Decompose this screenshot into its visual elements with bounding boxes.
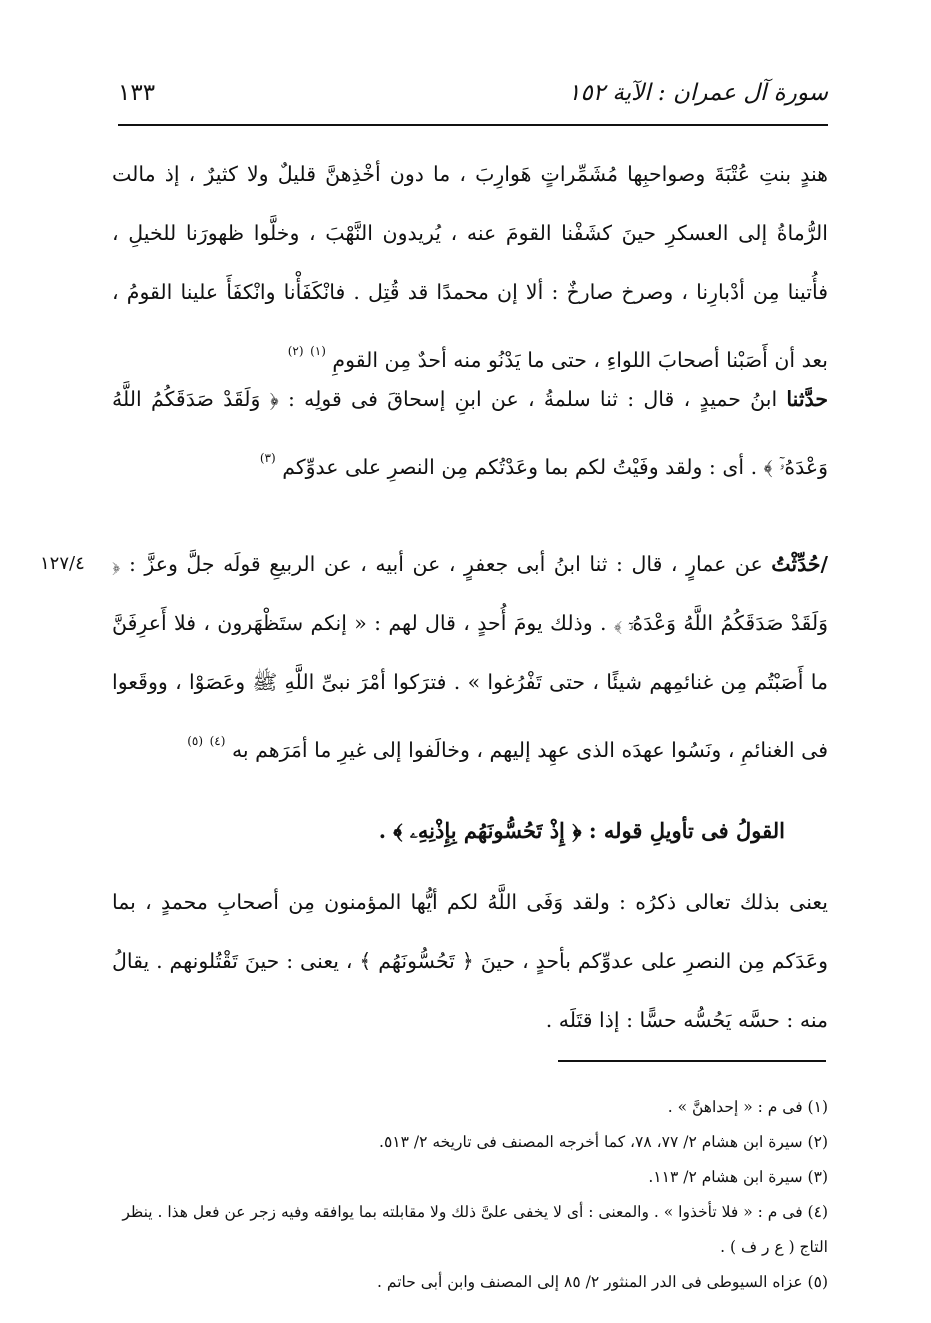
footnote-3: (٣) سيرة ابن هشام ٢/ ١١٣. — [648, 1168, 828, 1186]
footnote-5: (٥) عزاه السيوطى فى الدر المنثور ٢/ ٨٥ إلى المصنف وابن أبى حاتم . — [377, 1273, 828, 1291]
footnote-ref-5: (٥) — [187, 734, 204, 748]
paragraph-2-lead: حدَّثنا — [786, 387, 828, 411]
footnote-ref-2: (٢) — [287, 344, 304, 358]
paragraph-2 — [112, 370, 828, 497]
section-heading: القولُ فى تأويلِ قوله : ﴿ إِذْ تَحُسُّونَهُم بِإِذْنِهِۦ ﴾ . — [378, 818, 785, 843]
paragraph-3 — [112, 535, 828, 780]
footnote-ref-1: (١) — [310, 344, 326, 358]
paragraph-1 — [112, 145, 828, 390]
paragraph-2-text: ابنُ حميدٍ ، قال : ثنا سلمةُ ، عن ابنِ إسحاقَ فى قولِه : ﴿ وَلَقَدْ صَدَقَكُمُ اللَّهُ وَعْدَهُۥٓ ﴾ . أى : ولقد وفَيْتُ لكم بما وعَدْتُكم مِن النصرِ على عدوِّكم — [112, 387, 828, 479]
page-number: ١٣٣ — [118, 80, 156, 106]
footnote-ref-4: (٤) — [209, 734, 226, 748]
paragraph-4 — [112, 873, 828, 1050]
page-header — [118, 80, 828, 120]
paragraph-3-lead: /حُدِّثْتُ — [771, 552, 828, 576]
footnote-2: (٢) سيرة ابن هشام ٢/ ٧٧، ٧٨، كما أخرجه المصنف فى تاريخه ٢/ ٥١٣. — [379, 1133, 828, 1151]
paragraph-3-text: عن عمارٍ ، قال : ثنا ابنُ أبى جعفرٍ ، عن أبيه ، عن الربيعِ قولَه جلَّ وعزَّ : ﴿ وَلَقَدْ صَدَقَكُمُ اللَّهُ وَعْدَهُۥٓ ﴾ . وذلك يومَ أُحدٍ ، قال لهم : « إنكم ستَظْهَرون ، فلا أَعرِفَنَّ ما أَصَبْتُم مِن غنائمِهم شيئًا ، حتى تَفْرُغوا » . فترَكوا أمْرَ نبىِّ اللَّهِ ﷺ وعَصَوْا ، ووقَعوا فى الغنائمِ ، ونَسُوا عهدَه الذى عهِد إليهم ، وخالَفوا إلى غيرِ ما أمَرَهم به — [112, 552, 828, 762]
paragraph-1-text: هندٍ بنتِ عُتْبَةَ وصواحبِها مُشَمِّراتٍ هَوارِبَ ، ما دون أخْذِهنَّ قليلٌ ولا كثيرٌ ، إذ مالت الرُّماةُ إلى العسكرِ حينَ كشَفْنا القومَ عنه ، يُريدون النَّهْبَ ، وخلَّوا ظهورَنا للخيلِ ، فأُتينا مِن أدْبارِنا ، وصرخ صارخٌ : ألا إن محمدًا قد قُتِل . فانْكَفَأْنا وانْكفَأَ علينا القومُ ، بعد أن أَصَبْنا أصحابَ اللواءِ ، حتى ما يَدْنُو منه أحدٌ مِن القومِ — [112, 162, 828, 372]
footnotes — [112, 1090, 828, 1300]
footnote-ref-3: (٣) — [259, 451, 276, 465]
footnote-rule — [558, 1060, 826, 1062]
paragraph-4-text: يعنى بذلك تعالى ذكرُه : ولقد وَفَى اللَّهُ لكم أيُّها المؤمنون مِن أصحابِ محمدٍ ، بما وعَدَكم مِن النصرِ على عدوِّكم بأحدٍ ، حينَ ﴿ تَحُسُّونَهُم ﴾ ، يعنى : حينَ تَقْتُلونهم . يقالُ منه : حسَّه يَحُسُّه حسًّا : إذا قتَلَه . — [112, 890, 828, 1032]
running-title: سورة آل عمران : الآية ١٥٢ — [567, 80, 828, 106]
header-rule — [118, 124, 828, 126]
margin-reference: ١٢٧/٤ — [40, 553, 85, 574]
footnote-4: (٤) فى م : « فلا تأخذوا » . والمعنى : أى لا يخفى علىَّ ذلك ولا مقابلته بما يوافقه وفيه زجر عن فعل هذا . ينظر التاج ( ع ر ف ) . — [122, 1203, 828, 1256]
footnote-1: (١) فى م : « إحداهنَّ » . — [667, 1098, 828, 1116]
